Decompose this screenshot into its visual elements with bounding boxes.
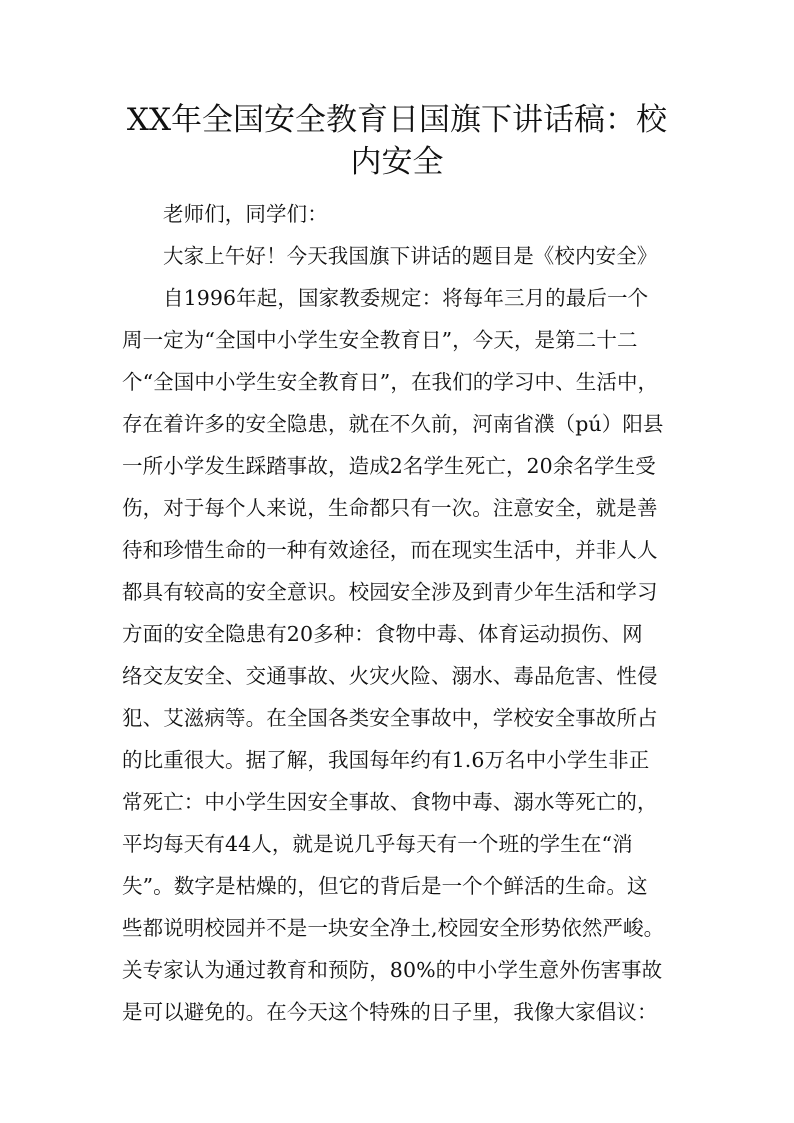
body-line: 是可以避免的。在今天这个特殊的日子里，我像大家倡议： xyxy=(122,1000,658,1024)
body-line: 犯、艾滋病等。在全国各类安全事故中，学校安全事故所占 xyxy=(122,706,658,730)
document-title-line-2: 内安全 xyxy=(350,144,444,180)
body-line: 周一定为“全国中小学生安全教育日”，今天，是第二十二 xyxy=(122,328,638,352)
body-line: 些都说明校园并不是一块安全净土,校园安全形势依然严峻。 xyxy=(122,916,665,940)
document-title-line-1: XX年全国安全教育日国旗下讲话稿：校 xyxy=(126,102,668,138)
body-line: 一所小学发生踩踏事故，造成2名学生死亡，20余名学生受 xyxy=(122,454,656,478)
body-line: 大家上午好！今天我国旗下讲话的题目是《校内安全》 xyxy=(163,244,658,268)
body-line: 自1996年起，国家教委规定：将每年三月的最后一个 xyxy=(163,286,649,310)
body-line: 的比重很大。据了解，我国每年约有1.6万名中小学生非正 xyxy=(122,748,650,772)
body-line: 方面的安全隐患有20多种：食物中毒、体育运动损伤、网 xyxy=(122,622,643,646)
body-line: 关专家认为通过教育和预防，80%的中小学生意外伤害事故 xyxy=(122,958,663,982)
body-line: 常死亡：中小学生因安全事故、食物中毒、溺水等死亡的， xyxy=(122,790,658,814)
body-line: 个“全国中小学生安全教育日”，在我们的学习中、生活中， xyxy=(122,370,659,394)
body-line: 待和珍惜生命的一种有效途径，而在现实生活中，并非人人 xyxy=(122,538,658,562)
body-line: 伤，对于每个人来说，生命都只有一次。注意安全，就是善 xyxy=(122,496,658,520)
body-line: 络交友安全、交通事故、火灾火险、溺水、毒品危害、性侵 xyxy=(122,664,658,688)
body-line: 存在着许多的安全隐患，就在不久前，河南省濮（pú）阳县 xyxy=(122,412,664,436)
body-line: 平均每天有44人，就是说几乎每天有一个班的学生在“消 xyxy=(122,832,633,856)
salutation: 老师们，同学们： xyxy=(163,202,328,226)
body-line: 都具有较高的安全意识。校园安全涉及到青少年生活和学习 xyxy=(122,580,658,604)
body-line: 失”。数字是枯燥的，但它的背后是一个个鲜活的生命。这 xyxy=(122,874,648,898)
